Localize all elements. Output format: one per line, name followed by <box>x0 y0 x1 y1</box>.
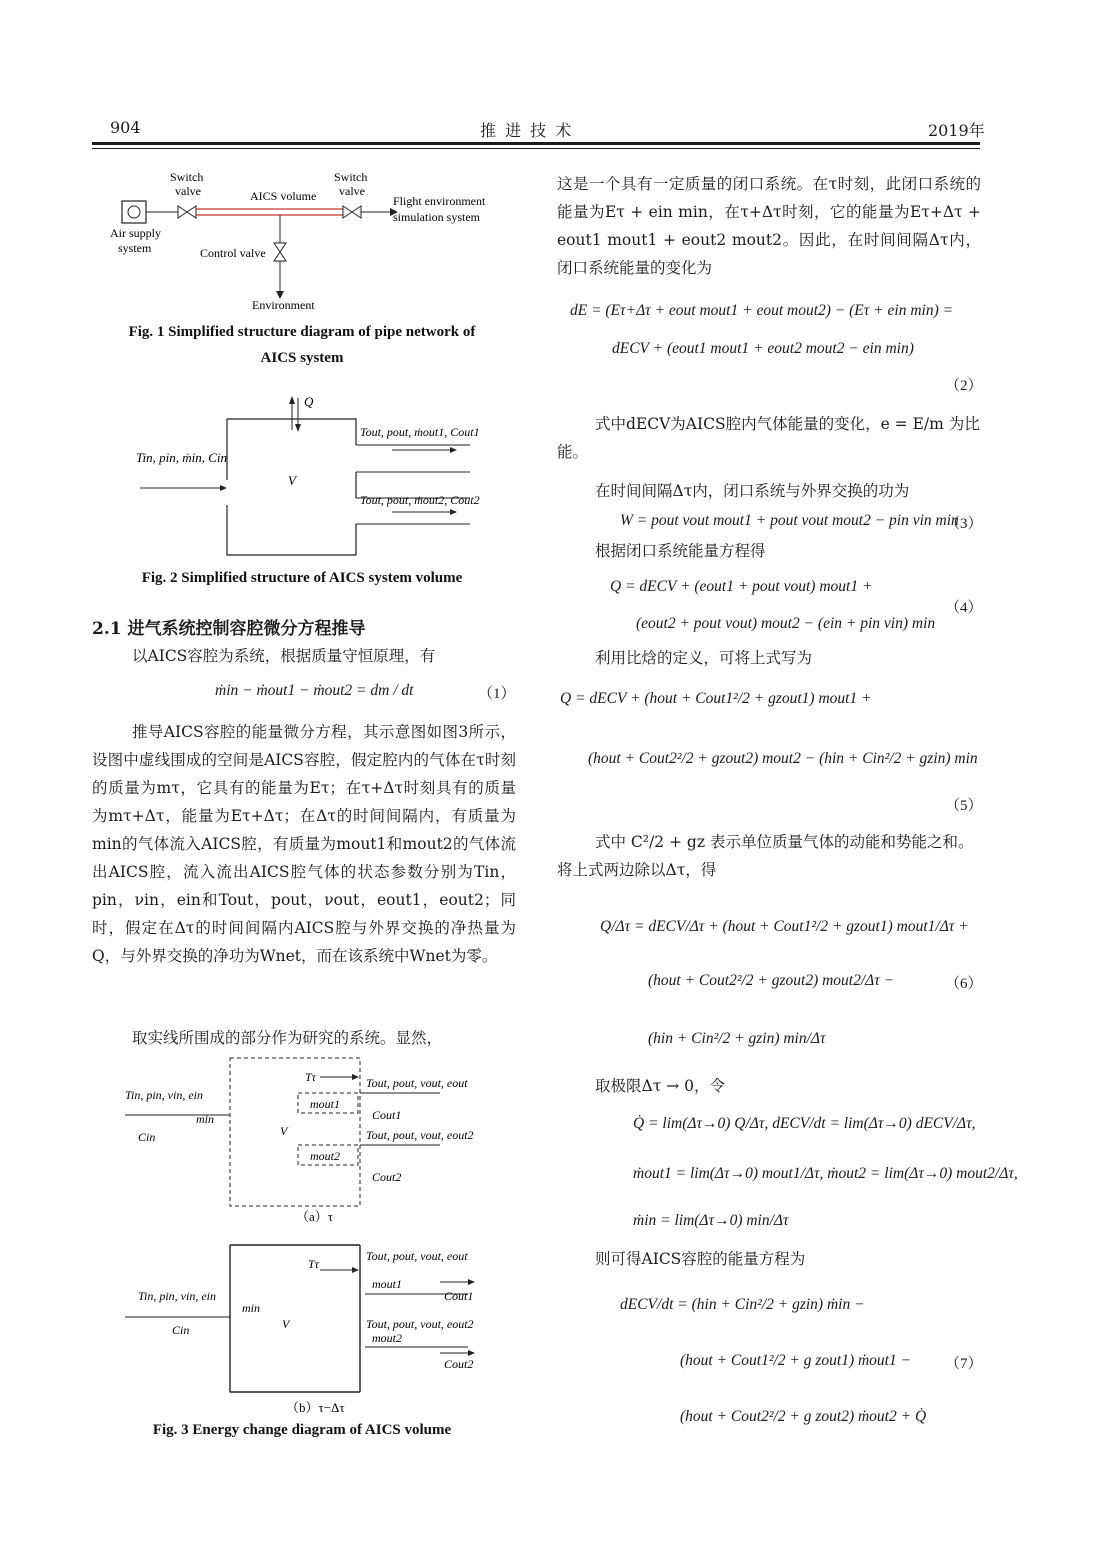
left-paragraph-2: 推导AICS容腔的能量微分方程，其示意图如图3所示，设图中虚线围成的空间是AICS容腔，假定腔内的气体在τ时刻的质量为mτ，它具有的能量为Eτ；在τ+Δτ时刻具有的质量为mτ+Δτ，能量为Eτ+Δτ；在Δτ的时间间隔内，有质量为min的气体流入AICS腔，有质量为mout1和mout2的气体流出AICS腔，流入流出AICS腔气体的状态参数分别为Tin，pin，νin，ein和Tout，pout，νout，eout1，eout2；同时，假定在Δτ的时间间隔内AICS腔与外界交换的净热量为Q，与外界交换的净功为Wnet，而在该系统中Wnet为零。 <box>92 723 516 965</box>
air-supply-box <box>122 201 146 223</box>
control-valve-icon <box>274 243 286 261</box>
equation-7-line3: (hout + Cout2²/2 + g zout2) ṁout2 + Q̇ <box>680 1408 927 1425</box>
equation-1: ṁin − ṁout1 − ṁout2 = dm / dt <box>215 682 414 699</box>
equation-4-number: （4） <box>945 600 983 616</box>
fig3a-label: Tτ <box>305 1070 316 1084</box>
section-heading: 2.1 进气系统控制容腔微分方程推导 <box>92 619 366 639</box>
equation-4-line2: (eout2 + pout νout) mout2 − (ein + pin νin) min <box>636 615 936 632</box>
fig3b-label: Cout1 <box>444 1289 474 1303</box>
equation-6-line1: Q/Δτ = dECV/Δτ + (hout + Cout1²/2 + gzout1) mout1/Δτ + <box>600 918 969 935</box>
fig3b-label: Tout, pout, νout, eout <box>366 1249 468 1263</box>
equation-5-line2: (hout + Cout2²/2 + gzout2) mout2 − (hin + Cin²/2 + gzin) min <box>588 750 978 767</box>
fig3a-subcaption: （a）τ <box>296 1209 333 1224</box>
fig2-volume-diagram <box>130 390 490 560</box>
fig2-caption: Fig. 2 Simplified structure of AICS system volume <box>141 570 463 586</box>
fig2-label-out2: Tout, pout, ṁout2, Cout2 <box>360 493 480 507</box>
fig3b-subcaption: （b）τ−Δτ <box>286 1400 345 1415</box>
limit-definition-2: ṁout1 = lim(Δτ→0) mout1/Δτ, ṁout2 = lim(Δτ→0) mout2/Δτ, <box>633 1165 1018 1182</box>
equation-3: W = pout νout mout1 + pout νout mout2 − pin νin min <box>620 512 959 529</box>
fig3a-energy-diagram <box>110 1055 510 1230</box>
fig2-label-out1: Tout, pout, ṁout1, Cout1 <box>360 425 480 439</box>
fig3a-label: Cout2 <box>372 1170 402 1184</box>
right-paragraph-5: 利用比焓的定义，可将上式写为 <box>595 649 813 667</box>
fig3b-label: V <box>282 1317 290 1331</box>
right-paragraph-7: 取极限Δτ → 0，令 <box>595 1077 725 1095</box>
fig3b-label: Tout, pout, νout, eout2 <box>366 1317 474 1331</box>
fig1-label: system <box>118 241 152 255</box>
equation-4-line1: Q = dECV + (eout1 + pout νout) mout1 + <box>610 578 873 595</box>
fig3b-label: mout1 <box>372 1277 402 1291</box>
fig3-caption: Fig. 3 Energy change diagram of AICS volume <box>152 1422 452 1438</box>
fig1-label: Switch <box>170 170 204 184</box>
right-paragraph-2: 式中dECV为AICS腔内气体能量的变化，e = E/m 为比能。 <box>557 415 980 461</box>
fig3b-label: Tτ <box>308 1257 319 1271</box>
right-paragraph-3: 在时间间隔Δτ内，闭口系统与外界交换的功为 <box>595 482 910 500</box>
limit-definition-3: ṁin = lim(Δτ→0) min/Δτ <box>633 1212 789 1229</box>
fig2-label-v: V <box>288 473 296 488</box>
fig1-pipe-network-diagram <box>100 165 520 315</box>
fig1-label: AICS volume <box>250 189 317 203</box>
fig1-label: Control valve <box>200 246 266 260</box>
equation-7-number: （7） <box>945 1356 983 1372</box>
equation-2-number: （2） <box>945 378 983 394</box>
equation-5-number: （5） <box>945 798 983 814</box>
header-rule-thick <box>92 142 980 145</box>
right-paragraph-4: 根据闭口系统能量方程得 <box>595 542 766 560</box>
fig3b-energy-diagram <box>110 1240 510 1420</box>
right-paragraph-6: 式中 C²/2 + gz 表示单位质量气体的动能和势能之和。将上式两边除以Δτ，得 <box>557 833 974 879</box>
right-paragraph-8: 则可得AICS容腔的能量方程为 <box>595 1250 806 1268</box>
equation-6-line3: (hin + Cin²/2 + gzin) min/Δτ <box>648 1030 826 1047</box>
equation-2-line1: dE = (Eτ+Δτ + eout mout1 + eout mout2) − (Eτ + ein min) = <box>570 302 954 319</box>
year: 2019年 <box>928 121 985 140</box>
fig3b-label: Cout2 <box>444 1357 474 1371</box>
switch-valve-left-icon <box>178 206 196 218</box>
journal-title: 推 进 技 术 <box>480 121 574 140</box>
right-paragraph-1: 这是一个具有一定质量的闭口系统。在τ时刻，此闭口系统的能量为Eτ + ein min，在τ+Δτ时刻，它的能量为Eτ+Δτ + eout1 mout1 + eout2 mout2。因此，在时间间隔Δτ内，闭口系统能量的变化为 <box>557 175 981 277</box>
equation-2-line2: dECV + (eout1 mout1 + eout2 mout2 − ein min) <box>612 340 914 357</box>
equation-6-number: （6） <box>945 976 983 992</box>
fig3a-label: Tin, pin, νin, ein <box>125 1088 203 1102</box>
fig3b-label: min <box>242 1301 260 1315</box>
fig1-label: valve <box>175 184 201 198</box>
header-rule-thin <box>92 148 980 149</box>
fig3a-label: mout1 <box>310 1097 340 1111</box>
fig1-caption-line1: Fig. 1 Simplified structure diagram of pipe network of <box>128 324 476 340</box>
fig3a-label: Cout1 <box>372 1108 402 1122</box>
equation-6-line2: (hout + Cout2²/2 + gzout2) mout2/Δτ − <box>648 972 895 989</box>
fig3a-label: mout2 <box>310 1149 340 1163</box>
fig3b-label: mout2 <box>372 1331 402 1345</box>
fig3b-label: Tin, pin, νin, ein <box>138 1289 216 1303</box>
equation-5-line1: Q = dECV + (hout + Cout1²/2 + gzout1) mout1 + <box>560 690 872 707</box>
fig3a-label: Cin <box>138 1130 156 1144</box>
equation-7-line1: dECV/dt = (hin + Cin²/2 + gzin) ṁin − <box>620 1296 865 1313</box>
fig2-label-in: Tin, pin, ṁin, Cin <box>136 450 228 465</box>
fig3a-label: Tout, pout, νout, eout2 <box>366 1128 474 1142</box>
fig3b-label: Cin <box>172 1323 190 1337</box>
fig1-label: Air supply <box>110 226 161 240</box>
fig1-label: simulation system <box>393 210 480 224</box>
air-supply-icon <box>128 206 140 218</box>
equation-7-line2: (hout + Cout1²/2 + g zout1) ṁout1 − <box>680 1352 912 1369</box>
fig1-label: Switch <box>334 170 368 184</box>
fig1-label: Environment <box>252 298 315 312</box>
switch-valve-right-icon <box>343 206 361 218</box>
left-paragraph-1: 以AICS容腔为系统，根据质量守恒原理，有 <box>132 647 436 665</box>
fig3a-label: V <box>280 1124 288 1138</box>
equation-1-number: （1） <box>478 686 516 702</box>
fig3a-label: Tout, pout, νout, eout <box>366 1076 468 1090</box>
fig1-caption-line2: AICS system <box>260 350 344 366</box>
left-paragraph-3: 取实线所围成的部分作为研究的系统。显然， <box>132 1029 443 1047</box>
fig2-label-q: Q <box>304 394 314 409</box>
fig3a-label: min <box>196 1112 214 1126</box>
equation-3-number: （3） <box>945 516 983 532</box>
limit-definition-1: Q̇ = lim(Δτ→0) Q/Δτ, dECV/dt = lim(Δτ→0) dECV/Δτ, <box>633 1115 976 1132</box>
fig1-label: valve <box>339 184 365 198</box>
page-number: 904 <box>110 118 141 137</box>
fig1-label: Flight environment <box>393 194 486 208</box>
